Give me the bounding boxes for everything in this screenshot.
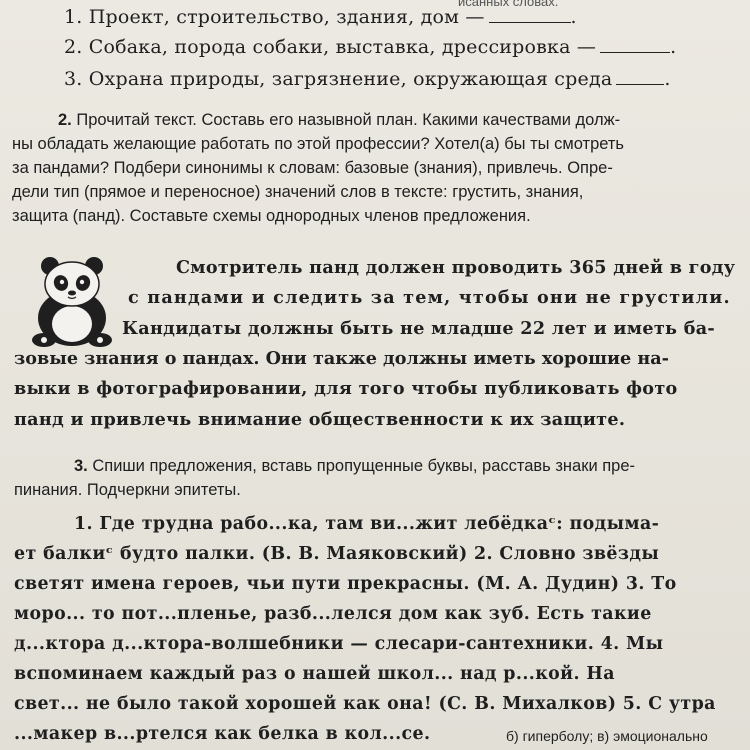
task-3-line-text: Спиши предложения, вставь пропущенные буквы, расставь знаки пре- — [87, 457, 636, 475]
exercise-line: д...ктора д...ктора-волшебники — слесари-сантехники. 4. Мы — [14, 634, 664, 654]
task-1-item — [64, 68, 671, 90]
exercise-line: вспоминаем каждый раз о нашей школ... над р...кой. На — [14, 664, 615, 684]
passage-line: зовые знания о пандах. Они также должны иметь хорошие на- — [14, 348, 669, 369]
task-1-item-text: 2. Собака, порода собаки, выставка, дрессировка — — [64, 36, 597, 58]
task-2-line — [12, 159, 613, 178]
period: . — [664, 68, 671, 90]
exercise-line: светят имена героев, чьи пути прекрасны. (М. А. Дудин) 3. То — [14, 574, 677, 594]
exercise-line: 1. Где трудна рабо...ка, там ви...жит лебёдкаᶜ: подыма- — [74, 514, 660, 534]
exercise-line: ...макер в...ртелся как белка в кол...се. — [14, 724, 431, 744]
exercise-line: ет балкиᶜ будто палки. (В. В. Маяковский) 2. Словно звёзды — [14, 544, 660, 564]
task-3-line — [14, 481, 241, 500]
passage-line: Кандидаты должны быть не младше 22 лет и иметь ба- — [122, 318, 716, 339]
task-2-line-text: дели тип (прямое и переносное) значений слов в тексте: грустить, знания, — [12, 183, 584, 201]
passage-line: с пандами и следить за тем, чтобы они не грустили. — [128, 287, 731, 308]
task-2-line — [58, 111, 620, 130]
task-3-line-text: пинания. Подчеркни эпитеты. — [14, 481, 241, 499]
task-2-line — [12, 183, 583, 202]
task-1-item — [64, 6, 577, 28]
answer-blank — [489, 6, 571, 23]
task-number: 2. — [58, 111, 72, 129]
task-3-line — [74, 457, 635, 476]
task-2-line — [12, 135, 624, 154]
top-fragment: исанных словах. — [458, 0, 559, 9]
answer-blank — [616, 68, 664, 85]
passage-line: выки в фотографировании, для того чтобы публиковать фото — [14, 378, 678, 399]
task-2-line-text: за пандами? Подбери синонимы к словам: базовые (знания), привлечь. Опре- — [12, 159, 613, 177]
panda-illustration — [22, 256, 122, 348]
task-1-item — [64, 36, 676, 58]
period: . — [670, 36, 677, 58]
passage-line: Смотритель панд должен проводить 365 дней в году — [176, 257, 736, 278]
task-2-line-text: ны обладать желающие работать по этой профессии? Хотел(а) бы ты смотреть — [12, 135, 625, 153]
task-2-line — [12, 207, 531, 226]
task-number: 3. — [74, 457, 88, 475]
exercise-line: моро... то пот...пленье, разб...лелся дом как зуб. Есть такие — [14, 604, 652, 624]
task-1-item-text: 1. Проект, строительство, здания, дом — — [64, 6, 485, 28]
task-2-line-text: Прочитай текст. Составь его назывной план. Какими качествами долж- — [71, 111, 621, 129]
adjacent-column-fragment: б) гиперболу; в) эмоционально — [506, 728, 708, 744]
passage-line: панд и привлечь внимание общественности к их защите. — [14, 409, 626, 430]
task-2-line-text: защита (панд). Составьте схемы однородных членов предложения. — [12, 207, 531, 225]
exercise-line: свет... не было такой хорошей как она! (С. В. Михалков) 5. С утра — [14, 694, 716, 714]
answer-blank — [600, 36, 670, 53]
task-1-item-text: 3. Охрана природы, загрязнение, окружающая среда — [64, 68, 613, 90]
period: . — [570, 6, 577, 28]
